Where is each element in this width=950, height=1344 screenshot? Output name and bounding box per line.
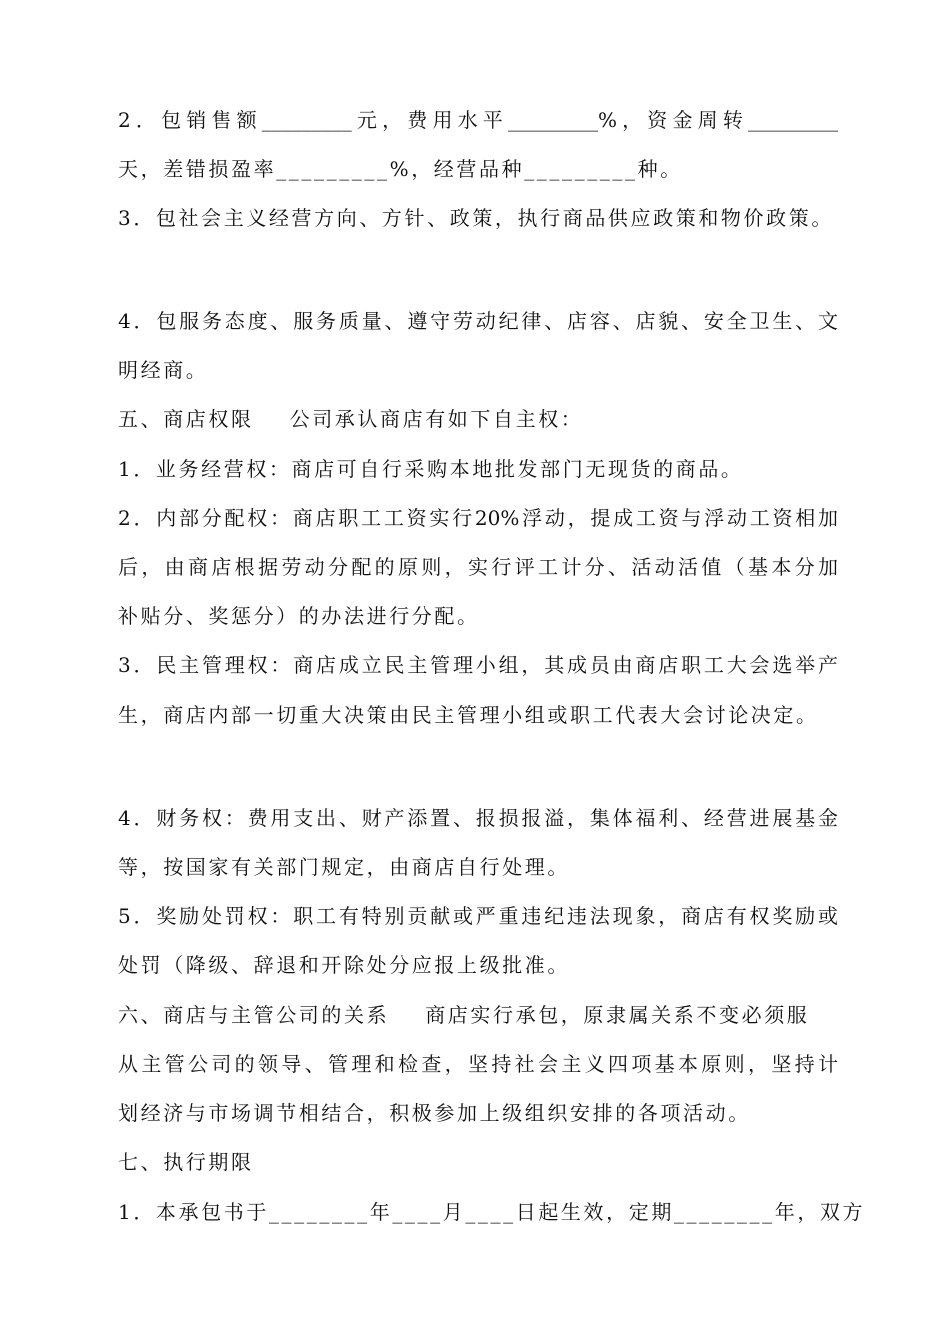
- right-2-distribution-line-2: 后，由商店根据劳动分配的原则，实行评工计分、活动活值（基本分加: [118, 555, 838, 579]
- right-2-distribution-line-1: 2．内部分配权：商店职工工资实行20%浮动，提成工资与浮动工资相加: [118, 506, 838, 530]
- section-6-body-line-3: 划经济与市场调节相结合，积极参加上级组织安排的各项活动。: [118, 1101, 751, 1125]
- right-4-finance-line-2: 等，按国家有关部门规定，由商店自行处理。: [118, 855, 570, 879]
- clause-2-sales-line-2: 天，差错损盈率_________%，经营品种_________种。: [118, 157, 683, 181]
- section-5-intro: 公司承认商店有如下自主权：: [289, 407, 584, 431]
- clause-4-service-line-1: 4．包服务态度、服务质量、遵守劳动纪律、店容、店貌、安全卫生、文: [118, 309, 838, 333]
- right-5-reward-line-2: 处罚（降级、辞退和开除处分应报上级批准。: [118, 953, 570, 977]
- right-3-democratic-line-1: 3．民主管理权：商店成立民主管理小组，其成员由商店职工大会选举产: [118, 653, 838, 677]
- clause-2-sales-line-1: 2．包销售额_________元，费用水平_________%，资金周转_________: [118, 108, 838, 132]
- section-5-heading-line: [118, 407, 838, 431]
- right-4-finance-line-1: 4．财务权：费用支出、财产添置、报损报溢，集体福利、经营进展基金: [118, 806, 838, 830]
- clause-3-policy: 3．包社会主义经营方向、方针、政策，执行商品供应政策和物价政策。: [118, 206, 834, 230]
- section-6-body-line-2: 从主管公司的领导、管理和检查，坚持社会主义四项基本原则，坚持计: [118, 1052, 838, 1076]
- right-3-democratic-line-2: 生，商店内部一切重大决策由民主管理小组或职工代表大会讨论决定。: [118, 703, 819, 727]
- right-2-distribution-line-3: 补贴分、奖惩分）的办法进行分配。: [118, 604, 480, 628]
- section-6-body-start: 商店实行承包，原隶属关系不变必须服: [425, 1003, 810, 1027]
- section-7-heading: 七、执行期限: [118, 1150, 254, 1174]
- right-5-reward-line-1: 5．奖励处罚权：职工有特别贡献或严重违纪违法现象，商店有权奖励或: [118, 904, 838, 928]
- section-6-heading: 六、商店与主管公司的关系: [118, 1003, 390, 1027]
- clause-4-service-line-2: 明经商。: [118, 358, 209, 382]
- right-1-business: 1．业务经营权：商店可自行采购本地批发部门无现货的商品。: [118, 457, 744, 481]
- term-1-effective-date: 1．本承包书于________年____月____日起生效，定期________年，双方: [118, 1200, 866, 1224]
- section-5-heading: 五、商店权限: [118, 407, 254, 431]
- section-6-heading-line: [118, 1003, 838, 1027]
